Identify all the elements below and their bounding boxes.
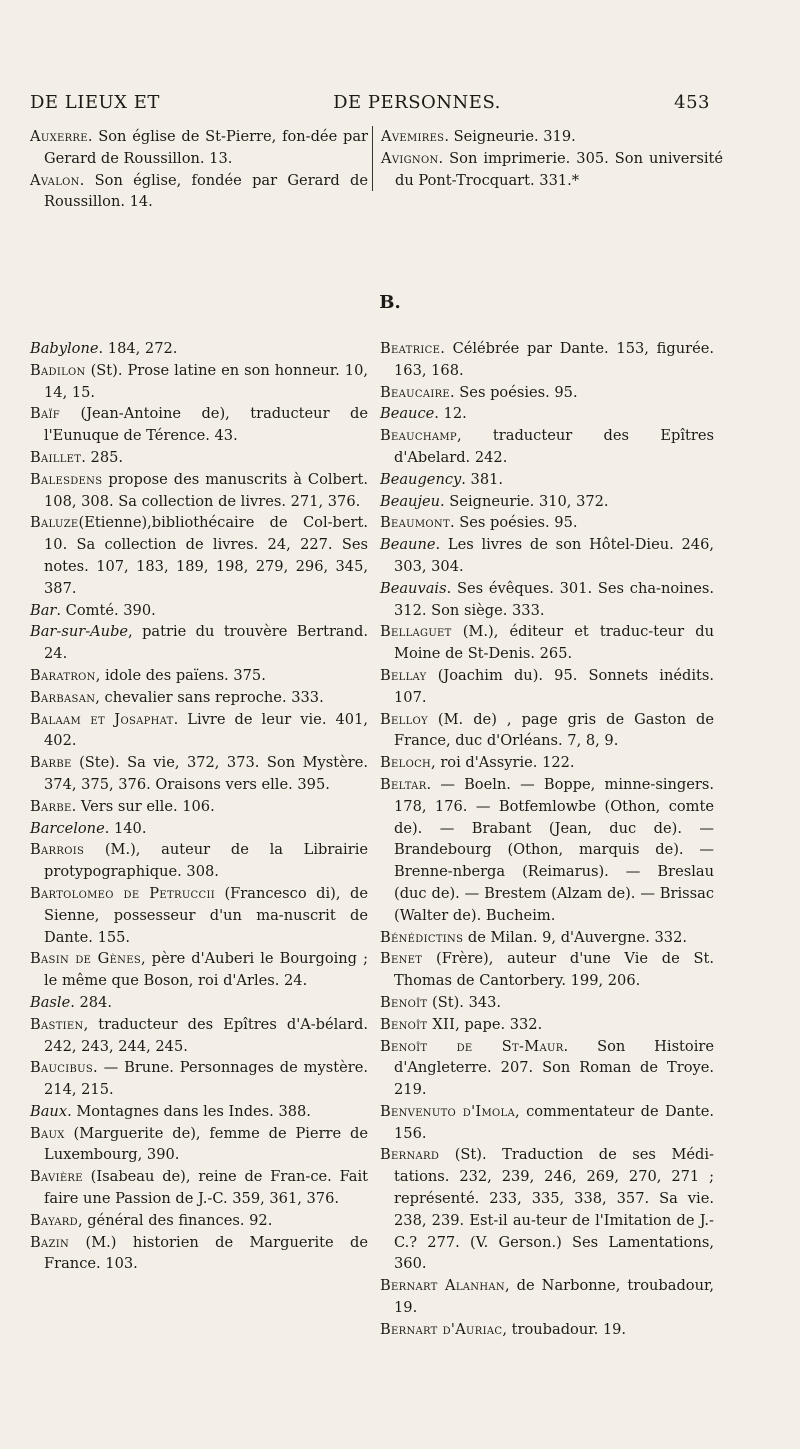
entry-text: (Frère), auteur d'une Vie de St. Thomas de Cantorbery. 199, 206. [394,950,714,990]
entry-text: (Ste). Sa vie, 372, 373. Son Mystère. 374, 375, 376. Oraisons vers elle. 395. [44,754,368,793]
index-entry [380,491,714,513]
entry-headword: Beaune [380,536,436,554]
entry-text: . Seigneurie. 319. [444,128,576,145]
entry-headword: Balesdens [30,470,103,488]
entry-headword: Babylone [30,340,99,357]
entry-text: , traducteur des Epîtres d'A-bélard. 242, 243, 244, 245. [44,1015,368,1055]
index-entry [380,1036,714,1101]
index-entry [380,992,714,1014]
index-entry [30,752,368,796]
index-entry [380,927,714,949]
index-entry [30,1166,368,1210]
entry-headword: Beatrice [380,340,441,357]
entry-headword: Benoît [380,993,428,1011]
index-entry [30,1101,368,1123]
index-entry [380,425,714,469]
entry-text: , traducteur des Epîtres d'Abelard. 242. [394,427,714,466]
entry-text: . Ses poésies. 95. [449,514,578,532]
entry-text: propose des manuscrits à Colbert. 108, 308. Sa collection de livres. 271, 376. [44,470,368,510]
entry-headword: Baillet [30,448,82,466]
entry-headword: Benoît XII [380,1015,456,1033]
entry-headword: Bazin [30,1233,70,1251]
top-right-entries [372,126,723,191]
entry-text: (St). 343. [427,993,502,1011]
entry-headword: Barbe [30,754,72,772]
entry-headword: Beaumont [380,514,450,532]
page-number: 453 [674,92,710,113]
entry-headword: Bartolomeo de Petruccii [30,884,215,902]
index-entry [30,512,368,599]
entry-text: . Ses évêques. 301. Ses cha-noines. 312. Son siège. 333. [394,579,714,619]
index-entry [30,665,368,687]
entry-headword: Beauchamp [380,427,457,445]
index-entry [380,403,714,425]
entry-headword: Beltar [380,775,427,793]
entry-headword: Baucibus [30,1059,94,1077]
index-entry [380,578,714,622]
index-entry [380,948,714,992]
entry-headword: Bernard [380,1146,440,1164]
entry-headword: Auxerre [30,128,88,145]
entry-headword: Bar [30,601,57,619]
right-column [380,338,714,1341]
entry-headword: Baïf [30,405,61,423]
entry-headword: Avemires [381,128,445,145]
entry-text: , père d'Auberi le Bourgoing ; le même que Boson, roi d'Arles. 24. [44,950,368,990]
entry-text: (M.) historien de Marguerite de France. 103. [44,1233,368,1273]
index-entry [380,1014,714,1036]
entry-headword: Bayard [30,1211,78,1229]
index-entry [30,709,368,753]
entry-headword: Barbe [30,797,72,815]
index-entry [30,469,368,513]
entry-text: . Son église, fondée par Gerard de Roussillon. 14. [44,171,368,211]
index-entry [30,687,368,709]
index-entry [30,360,368,404]
entry-text: (St). Traduction de ses Médi-tations. 232, 239, 246, 269, 270, 271 ; représenté. 233, 335, 338, 357. Sa vie. 238, 239. Est-il au-teur de l'Imitation de J.-C.? 277. (V. Gerson.) Ses Lamentations, 360. [394,1146,714,1273]
index-entry [380,534,714,578]
entry-text: , de Narbonne, troubadour, 19. [394,1277,714,1317]
left-column [30,338,368,1275]
entry-headword: Beloch [380,754,432,772]
entry-headword: Bavière [30,1168,83,1186]
entry-headword: Bellay [380,666,427,684]
index-entry [30,992,368,1014]
entry-text: . Comté. 390. [56,601,156,619]
entry-headword: Barcelone [30,819,105,837]
entry-text: . 184, 272. [98,340,178,357]
entry-headword: Avignon [381,149,439,167]
entry-text: (Isabeau de), reine de Fran-ce. Fait faire une Passion de J.-C. 359, 361, 376. [44,1168,368,1208]
entry-headword: Bénédictins [380,928,464,946]
entry-headword: Bar-sur-Aube [30,623,129,641]
index-entry [30,403,368,447]
entry-headword: Basle [30,993,71,1011]
index-entry [30,1232,368,1276]
entry-text: (Francesco di), de Sienne, possesseur d'un ma-nuscrit de Dante. 155. [44,884,368,946]
index-entry [30,1057,368,1101]
entry-headword: Bernart Alanhan [380,1277,505,1295]
index-entry [30,1210,368,1232]
index-entry [380,621,714,665]
entry-text: (M.), auteur de la Librairie protypographique. 308. [44,841,368,881]
entry-text: de Milan. 9, d'Auvergne. 332. [463,928,687,946]
index-entry [380,469,714,491]
index-entry [30,447,368,469]
index-entry [30,600,368,622]
index-entry [381,148,723,192]
entry-headword: Belloy [380,710,428,728]
index-entry [30,1123,368,1167]
index-entry [381,126,723,148]
index-entry [30,839,368,883]
entry-text: . — Boeln. — Boppe, minne-singers. 178, 176. — Botfemlowbe (Othon, comte de). — Brabant (Jean, duc de). — Brandebourg (Othon, marquis de). — Brenne-nberga (Reimarus). — Breslau (duc de). — Brestem (Alzam de). — Brissac (Walter de). Bucheim. [394,775,714,924]
entry-text: , pape. 332. [455,1015,543,1033]
entry-text: . 381. [461,470,504,488]
entry-headword: Baux [30,1102,68,1120]
header-center: DE PERSONNES. [333,92,501,113]
index-entry [30,1014,368,1058]
entry-headword: Badilon [30,361,86,379]
index-entry [380,1101,714,1145]
index-entry [380,752,714,774]
entry-text: . 12. [434,405,467,423]
entry-headword: Beaucaire [380,383,451,401]
entry-headword: Baluze [30,514,79,532]
entry-text: (Jean-Antoine de), traducteur de l'Eunuque de Térence. 43. [44,405,368,445]
header-left: DE LIEUX ET [30,92,160,113]
index-entry [380,774,714,927]
index-entry [380,665,714,709]
entry-headword: Baux [30,1124,65,1142]
top-left-entries [30,126,368,213]
index-entry [30,796,368,818]
entry-text: , roi d'Assyrie. 122. [431,754,575,772]
entry-text: . — Brune. Personnages de mystère. 214, 215. [44,1059,368,1099]
index-entry [380,382,714,404]
entry-headword: Beaujeu [380,492,441,510]
entry-text: (M. de) , page gris de Gaston de France, duc d'Orléans. 7, 8, 9. [394,710,714,750]
index-entry [30,621,368,665]
entry-text: . 140. [104,819,147,837]
entry-headword: Benoît de St-Maur [380,1037,564,1055]
entry-text: . Les livres de son Hôtel-Dieu. 246, 303, 304. [394,536,714,575]
entry-headword: Bernart d'Auriac [380,1320,503,1338]
index-entry [30,883,368,948]
index-entry [380,512,714,534]
index-entry [30,170,368,214]
entry-text: . 285. [81,448,124,466]
entry-text: (St). Prose latine en son honneur. 10, 14, 15. [44,361,368,401]
entry-text: . 284. [70,993,112,1011]
entry-text: , commentateur de Dante. 156. [394,1102,714,1142]
entry-headword: Benet [380,950,423,968]
index-entry [380,1319,714,1341]
entry-headword: Basin de Gènes [30,950,141,968]
index-entry [30,948,368,992]
entry-headword: Bastien [30,1015,84,1033]
entry-text: . Son église de St-Pierre, fon-dée par Gerard de Roussillon. 13. [44,128,368,167]
running-header [30,92,710,113]
entry-text: . Vers sur elle. 106. [71,797,215,815]
entry-headword: Avalon [30,171,80,189]
entry-text: . Son Histoire d'Angleterre. 207. Son Roman de Troye. 219. [394,1037,714,1099]
entry-text: . Ses poésies. 95. [450,383,578,401]
entry-text: , chevalier sans reproche. 333. [95,688,324,706]
entry-text: . Son imprimerie. 305. Son université du Pont-Trocquart. 331.* [395,149,723,189]
entry-headword: Barrois [30,841,85,859]
entry-headword: Beauvais [380,579,447,597]
entry-text: . Montagnes dans les Indes. 388. [67,1102,311,1120]
entry-headword: Balaam et Josaphat [30,710,174,728]
entry-headword: Beaugency [380,470,462,488]
entry-text: (Marguerite de), femme de Pierre de Luxembourg, 390. [44,1124,368,1164]
entry-text: , idole des païens. 375. [95,666,266,684]
index-entry [380,1275,714,1319]
entry-text: (Etienne),bibliothécaire de Col-bert. 10. Sa collection de livres. 24, 227. Ses notes. 107, 183, 189, 198, 279, 296, 345, 387. [44,514,368,597]
entry-headword: Benvenuto d'Imola [380,1102,515,1120]
entry-text: (M.), éditeur et traduc-teur du Moine de St-Denis. 265. [394,623,714,663]
entry-text: , patrie du trouvère Bertrand. 24. [44,623,368,663]
entry-text: (Joachim du). 95. Sonnets inédits. 107. [394,666,714,706]
entry-text: . Célébrée par Dante. 153, figurée. 163, 168. [394,340,714,379]
entry-headword: Barbasan [30,688,96,706]
entry-headword: Beauce [380,405,435,423]
index-entry [380,709,714,753]
index-entry [380,1144,714,1275]
entry-text: . Seigneurie. 310, 372. [440,492,609,510]
index-entry [30,126,368,170]
entry-text: , général des finances. 92. [77,1211,273,1229]
entry-headword: Baratron [30,666,96,684]
index-entry [30,818,368,840]
entry-text: . Livre de leur vie. 401, 402. [44,710,368,750]
entry-text: , troubadour. 19. [502,1320,627,1338]
index-entry [380,338,714,382]
entry-headword: Bellaguet [380,623,452,641]
section-letter: B. [379,292,401,313]
index-entry [30,338,368,360]
